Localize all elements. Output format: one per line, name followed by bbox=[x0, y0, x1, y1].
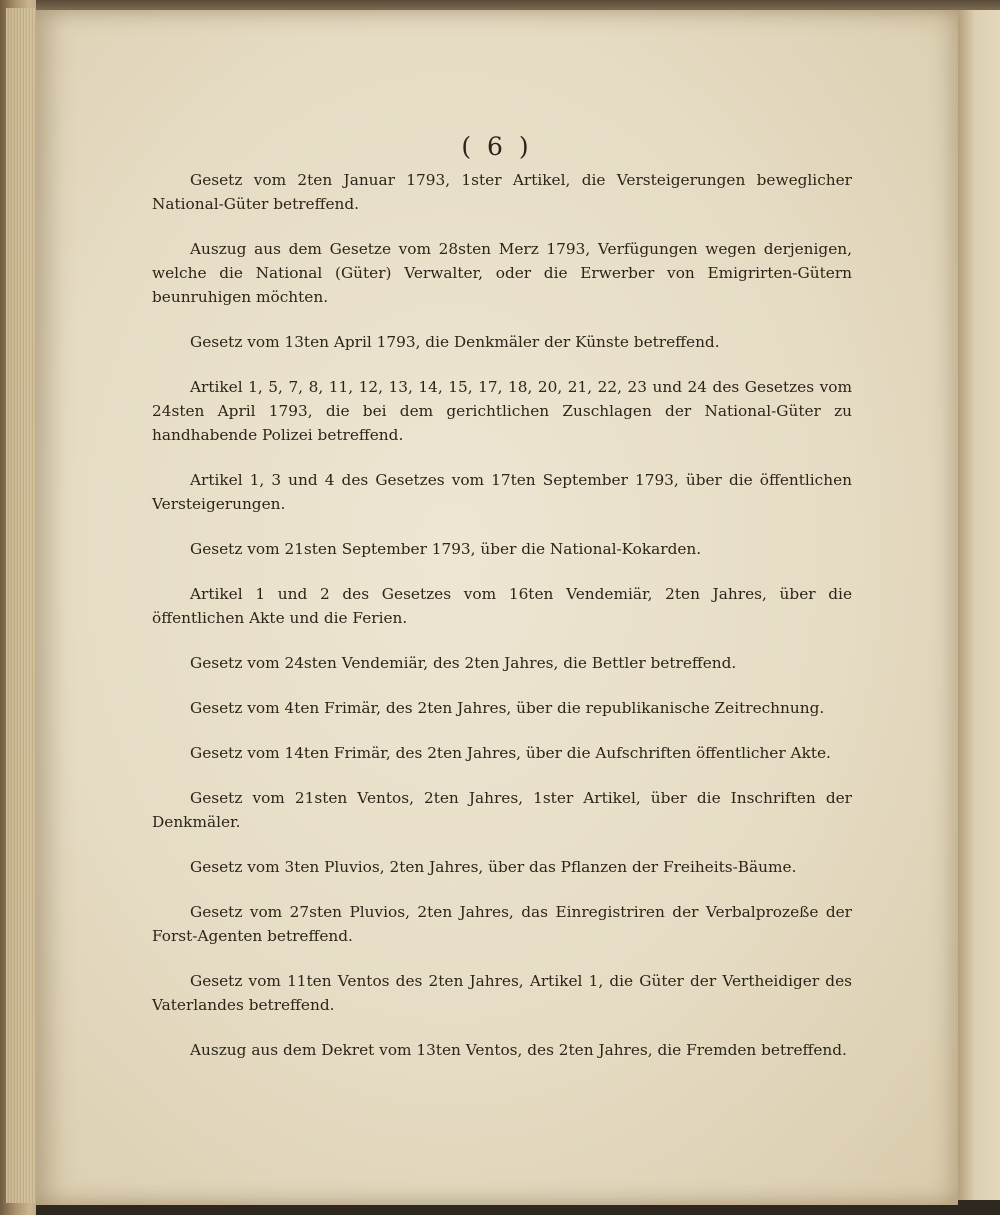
law-entry: Artikel 1 und 2 des Gesetzes vom 16ten Vendemiär, 2ten Jahres, über die öffentlichen Akte und die Ferien. bbox=[152, 585, 852, 627]
law-entry: Gesetz vom 21sten September 1793, über die National-Kokarden. bbox=[190, 540, 702, 558]
law-entry: Gesetz vom 4ten Frimär, des 2ten Jahres, über die republikanische Zeitrechnung. bbox=[190, 699, 825, 717]
law-entry: Auszug aus dem Dekret vom 13ten Ventos, des 2ten Jahres, die Fremden betreffend. bbox=[190, 1041, 847, 1059]
page-number: ( 6 ) bbox=[461, 132, 533, 161]
law-entry: Gesetz vom 11ten Ventos des 2ten Jahres, Artikel 1, die Güter der Vertheidiger des Vaterlandes betreffend. bbox=[152, 972, 852, 1014]
law-entry: Gesetz vom 13ten April 1793, die Denkmäler der Künste betreffend. bbox=[190, 333, 720, 351]
law-entry: Auszug aus dem Gesetze vom 28sten Merz 1793, Verfügungen wegen derjenigen, welche die National (Güter) Verwalter, oder die Erwerber von Emigrirten-Gütern beunruhigen möchten. bbox=[152, 240, 852, 306]
page-content bbox=[152, 168, 852, 1062]
law-entry: Gesetz vom 21sten Ventos, 2ten Jahres, 1ster Artikel, über die Inschriften der Denkmäler. bbox=[152, 789, 852, 831]
facing-page-edge bbox=[958, 10, 1000, 1205]
law-entry: Gesetz vom 24sten Vendemiär, des 2ten Jahres, die Bettler betreffend. bbox=[190, 654, 737, 672]
law-entry: Artikel 1, 3 und 4 des Gesetzes vom 17ten September 1793, über die öffentlichen Versteigerungen. bbox=[152, 471, 852, 513]
law-entry: Gesetz vom 3ten Pluvios, 2ten Jahres, über das Pflanzen der Freiheits-Bäume. bbox=[190, 858, 797, 876]
law-entry: Artikel 1, 5, 7, 8, 11, 12, 13, 14, 15, 17, 18, 20, 21, 22, 23 und 24 des Gesetzes vom 24sten April 1793, die bei dem gerichtlichen Zuschlagen der National-Güter zu handhabende Polizei betreffend. bbox=[152, 378, 852, 444]
law-entry: Gesetz vom 27sten Pluvios, 2ten Jahres, das Einregistriren der Verbalprozeße der Forst-Agenten betreffend. bbox=[152, 903, 852, 945]
law-entry: Gesetz vom 2ten Januar 1793, 1ster Artikel, die Versteigerungen beweglicher National-Güter betreffend. bbox=[152, 171, 852, 213]
law-entry: Gesetz vom 14ten Frimär, des 2ten Jahres, über die Aufschriften öffentlicher Akte. bbox=[190, 744, 831, 762]
